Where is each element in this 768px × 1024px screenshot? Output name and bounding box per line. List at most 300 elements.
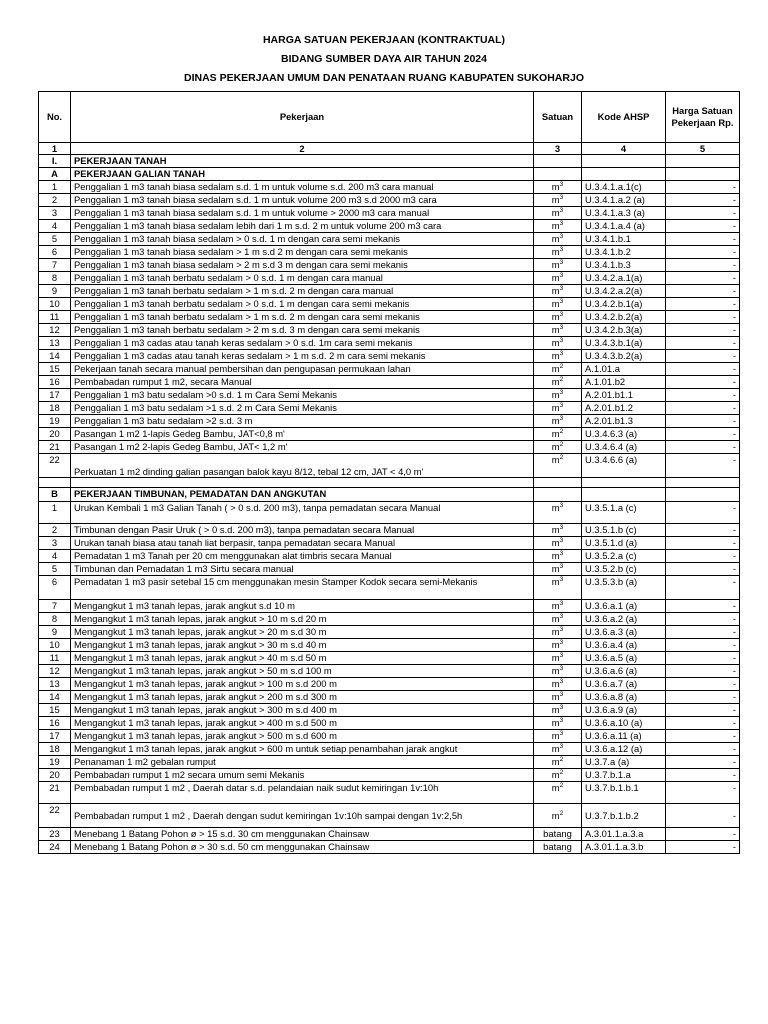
row-satuan: [534, 550, 582, 563]
unit-text: m: [551, 524, 560, 535]
unit-text: m: [551, 502, 560, 513]
colnum-3: 3: [534, 143, 582, 155]
unit-text: m: [551, 350, 560, 361]
row-kode-ahsp: A.2.01.b1.1: [582, 389, 666, 402]
table-row: [39, 626, 740, 639]
row-description: Pemadatan 1 m3 pasir setebal 15 cm menggunakan mesin Stamper Kodok secara semi-Mekanis: [71, 576, 534, 600]
unit-text: m: [551, 454, 560, 465]
row-harga: -: [666, 337, 740, 350]
unit-exponent: 3: [559, 717, 564, 724]
row-description: Pekerjaan tanah secara manual pembersihan dan pengupasan permukaan lahan: [71, 363, 534, 376]
row-satuan: [534, 376, 582, 389]
table-row: [39, 428, 740, 441]
row-harga: -: [666, 691, 740, 704]
row-description: Penggalian 1 m3 tanah berbatu sedalam > 0 s.d. 1 m dengan cara manual: [71, 272, 534, 285]
unit-text: m: [551, 376, 560, 387]
row-kode-ahsp: U.3.4.2.a.2(a): [582, 285, 666, 298]
row-description: Penggalian 1 m3 tanah berbatu sedalam > 1 m s.d. 2 m dengan cara manual: [71, 285, 534, 298]
row-satuan: [534, 337, 582, 350]
row-description: Mengangkut 1 m3 tanah lepas, jarak angkut > 200 m s.d 300 m: [71, 691, 534, 704]
colnum-1: 1: [39, 143, 71, 155]
table-row: [39, 441, 740, 454]
row-description: Timbunan dengan Pasir Uruk ( > 0 s.d. 200 m3), tanpa pemadatan secara Manual: [71, 524, 534, 537]
table-row: [39, 717, 740, 730]
row-harga: -: [666, 376, 740, 389]
title-line-2: BIDANG SUMBER DAYA AIR TAHUN 2024: [281, 53, 487, 65]
row-number: 9: [39, 285, 71, 298]
empty-cell: [534, 488, 582, 502]
header-row: [39, 92, 740, 143]
unit-text: m: [551, 363, 560, 374]
row-satuan: [534, 828, 582, 841]
row-kode-ahsp: U.3.4.2.b.3(a): [582, 324, 666, 337]
row-harga: -: [666, 207, 740, 220]
table-row: [39, 652, 740, 665]
empty-cell: [534, 168, 582, 181]
row-kode-ahsp: U.3.4.3.b.1(a): [582, 337, 666, 350]
unit-exponent: 3: [559, 298, 564, 305]
row-number: 15: [39, 704, 71, 717]
row-harga: -: [666, 717, 740, 730]
section-title: PEKERJAAN TIMBUNAN, PEMADATAN DAN ANGKUTAN: [71, 488, 534, 502]
unit-exponent: 2: [559, 441, 564, 448]
title-line-3: DINAS PEKERJAAN UMUM DAN PENATAAN RUANG KABUPATEN SUKOHARJO: [184, 72, 584, 84]
row-satuan: [534, 233, 582, 246]
row-harga: -: [666, 652, 740, 665]
row-description: Penggalian 1 m3 tanah berbatu sedalam > 2 m s.d. 3 m dengan cara semi mekanis: [71, 324, 534, 337]
blank-row: [39, 478, 740, 488]
table-row: [39, 350, 740, 363]
table-row: [39, 389, 740, 402]
unit-exponent: 3: [559, 626, 564, 633]
row-kode-ahsp: U.3.4.1.a.2 (a): [582, 194, 666, 207]
row-kode-ahsp: U.3.6.a.3 (a): [582, 626, 666, 639]
unit-text: m: [551, 717, 560, 728]
row-kode-ahsp: A.2.01.b1.2: [582, 402, 666, 415]
row-description: Timbunan dan Pemadatan 1 m3 Sirtu secara manual: [71, 563, 534, 576]
row-number: 11: [39, 652, 71, 665]
row-description: Mengangkut 1 m3 tanah lepas, jarak angkut > 500 m s.d 600 m: [71, 730, 534, 743]
row-satuan: [534, 537, 582, 550]
unit-text: m: [551, 428, 560, 439]
row-kode-ahsp: U.3.4.1.b.3: [582, 259, 666, 272]
unit-text: m: [551, 769, 560, 780]
row-kode-ahsp: U.3.6.a.1 (a): [582, 600, 666, 613]
unit-text: m: [551, 298, 560, 309]
row-satuan: [534, 717, 582, 730]
unit-text: m: [551, 441, 560, 452]
row-description: Penggalian 1 m3 batu sedalam >1 s.d. 2 m Cara Semi Mekanis: [71, 402, 534, 415]
unit-text: m: [551, 537, 560, 548]
empty-cell: [582, 488, 666, 502]
table-row: [39, 524, 740, 537]
row-kode-ahsp: A.1.01.a: [582, 363, 666, 376]
section-number: B: [39, 488, 71, 502]
row-number: 13: [39, 337, 71, 350]
row-kode-ahsp: A.3.01.1.a.3.b: [582, 841, 666, 854]
row-number: 10: [39, 298, 71, 311]
unit-exponent: 3: [559, 220, 564, 227]
row-satuan: [534, 350, 582, 363]
empty-cell: [534, 155, 582, 168]
row-harga: -: [666, 415, 740, 428]
row-satuan: [534, 626, 582, 639]
unit-text: m: [551, 181, 560, 192]
row-description: Mengangkut 1 m3 tanah lepas, jarak angkut > 50 m s.d 100 m: [71, 665, 534, 678]
table-row: [39, 285, 740, 298]
row-number: 1: [39, 181, 71, 194]
row-description: Mengangkut 1 m3 tanah lepas, jarak angkut > 300 m s.d 400 m: [71, 704, 534, 717]
row-satuan: [534, 220, 582, 233]
table-row: [39, 782, 740, 804]
row-number: 20: [39, 769, 71, 782]
empty-cell: [582, 155, 666, 168]
unit-exponent: 3: [559, 550, 564, 557]
row-harga: -: [666, 181, 740, 194]
row-kode-ahsp: U.3.6.a.8 (a): [582, 691, 666, 704]
row-number: 9: [39, 626, 71, 639]
row-description: Pasangan 1 m2 2-lapis Gedeg Bambu, JAT< 1,2 m': [71, 441, 534, 454]
row-description: Pembabadan rumput 1 m2 secara umum semi Mekanis: [71, 769, 534, 782]
table-row: [39, 220, 740, 233]
row-satuan: [534, 704, 582, 717]
row-description: Penggalian 1 m3 tanah biasa sedalam > 2 m s.d 3 m dengan cara semi mekanis: [71, 259, 534, 272]
title-line-1: HARGA SATUAN PEKERJAAN (KONTRAKTUAL): [262, 34, 506, 46]
row-number: 6: [39, 246, 71, 259]
row-number: 5: [39, 563, 71, 576]
row-satuan: [534, 285, 582, 298]
table-row: [39, 272, 740, 285]
row-satuan: [534, 576, 582, 600]
row-number: 24: [39, 841, 71, 854]
unit-text: m: [551, 563, 560, 574]
unit-text: m: [551, 337, 560, 348]
empty-cell: [534, 478, 582, 488]
section-number: A: [39, 168, 71, 181]
row-kode-ahsp: U.3.4.1.a.1(c): [582, 181, 666, 194]
header-kode: Kode AHSP: [582, 92, 666, 143]
row-kode-ahsp: U.3.5.1.a (c): [582, 502, 666, 524]
row-harga: -: [666, 769, 740, 782]
unit-text: m: [551, 576, 560, 587]
row-description: Perkuatan 1 m2 dinding galian pasangan balok kayu 8/12, tebal 12 cm, JAT < 4,0 m': [71, 454, 534, 478]
row-kode-ahsp: U.3.7.b.1.b.2: [582, 804, 666, 828]
unit-text: m: [551, 678, 560, 689]
unit-exponent: 3: [559, 337, 564, 344]
section-row: [39, 155, 740, 168]
row-satuan: [534, 428, 582, 441]
empty-cell: [39, 478, 71, 488]
table-row: [39, 415, 740, 428]
row-harga: -: [666, 272, 740, 285]
colnum-5: 5: [666, 143, 740, 155]
row-kode-ahsp: U.3.5.1.d (a): [582, 537, 666, 550]
table-row: [39, 454, 740, 478]
row-number: 10: [39, 639, 71, 652]
row-number: 5: [39, 233, 71, 246]
row-description: Penggalian 1 m3 cadas atau tanah keras sedalam > 1 m s.d. 2 m cara semi mekanis: [71, 350, 534, 363]
unit-exponent: 3: [559, 285, 564, 292]
table-row: [39, 181, 740, 194]
unit-text: m: [551, 639, 560, 650]
unit-exponent: 3: [559, 272, 564, 279]
unit-exponent: 3: [559, 563, 564, 570]
row-satuan: [534, 782, 582, 804]
unit-exponent: 2: [559, 454, 564, 461]
unit-text: m: [551, 665, 560, 676]
row-harga: -: [666, 678, 740, 691]
row-harga: -: [666, 576, 740, 600]
row-number: 22: [39, 454, 71, 478]
row-satuan: [534, 324, 582, 337]
unit-text: m: [551, 311, 560, 322]
row-number: 22: [39, 804, 71, 828]
row-harga: -: [666, 220, 740, 233]
unit-exponent: 3: [559, 691, 564, 698]
row-number: 7: [39, 259, 71, 272]
unit-exponent: 3: [559, 311, 564, 318]
row-satuan: [534, 691, 582, 704]
table-row: [39, 769, 740, 782]
row-number: 18: [39, 743, 71, 756]
table-row: [39, 704, 740, 717]
row-description: Penggalian 1 m3 batu sedalam >2 s.d. 3 m: [71, 415, 534, 428]
row-number: 3: [39, 207, 71, 220]
row-harga: -: [666, 639, 740, 652]
row-description: Urukan tanah biasa atau tanah liat berpasir, tanpa pemadatan secara Manual: [71, 537, 534, 550]
row-number: 17: [39, 730, 71, 743]
row-kode-ahsp: U.3.7.b.1.a: [582, 769, 666, 782]
row-number: 15: [39, 363, 71, 376]
unit-text: m: [551, 810, 560, 821]
row-satuan: [534, 389, 582, 402]
row-satuan: [534, 181, 582, 194]
row-harga: -: [666, 428, 740, 441]
row-kode-ahsp: A.1.01.b2: [582, 376, 666, 389]
row-kode-ahsp: U.3.6.a.12 (a): [582, 743, 666, 756]
row-description: Mengangkut 1 m3 tanah lepas, jarak angkut > 30 m s.d 40 m: [71, 639, 534, 652]
row-description: Penggalian 1 m3 tanah biasa sedalam s.d. 1 m untuk volume s.d. 200 m3 cara manual: [71, 181, 534, 194]
unit-text: batang: [543, 841, 572, 852]
row-kode-ahsp: U.3.4.1.a.4 (a): [582, 220, 666, 233]
colnum-2: 2: [71, 143, 534, 155]
row-kode-ahsp: U.3.6.a.5 (a): [582, 652, 666, 665]
row-satuan: [534, 502, 582, 524]
row-satuan: [534, 665, 582, 678]
unit-exponent: 3: [559, 246, 564, 253]
row-number: 19: [39, 756, 71, 769]
unit-text: m: [551, 782, 560, 793]
row-satuan: [534, 652, 582, 665]
unit-exponent: 3: [559, 600, 564, 607]
row-harga: -: [666, 454, 740, 478]
row-kode-ahsp: U.3.4.2.a.1(a): [582, 272, 666, 285]
row-kode-ahsp: U.3.5.3.b (a): [582, 576, 666, 600]
row-number: 8: [39, 272, 71, 285]
colnum-4: 4: [582, 143, 666, 155]
row-number: 11: [39, 311, 71, 324]
unit-text: m: [551, 259, 560, 270]
unit-exponent: 3: [559, 613, 564, 620]
unit-exponent: 3: [559, 730, 564, 737]
row-satuan: [534, 207, 582, 220]
table-row: [39, 563, 740, 576]
row-satuan: [534, 441, 582, 454]
row-harga: -: [666, 756, 740, 769]
unit-exponent: 3: [559, 181, 564, 188]
row-harga: -: [666, 743, 740, 756]
unit-text: m: [551, 626, 560, 637]
row-description: Penggalian 1 m3 batu sedalam >0 s.d. 1 m Cara Semi Mekanis: [71, 389, 534, 402]
row-kode-ahsp: U.3.7.a (a): [582, 756, 666, 769]
unit-exponent: 2: [559, 769, 564, 776]
empty-cell: [71, 478, 534, 488]
unit-exponent: 3: [559, 324, 564, 331]
unit-exponent: 3: [559, 639, 564, 646]
row-satuan: [534, 402, 582, 415]
row-harga: -: [666, 563, 740, 576]
row-description: Mengangkut 1 m3 tanah lepas, jarak angkut > 10 m s.d 20 m: [71, 613, 534, 626]
header-no: No.: [39, 92, 71, 143]
unit-exponent: 3: [559, 524, 564, 531]
row-harga: -: [666, 626, 740, 639]
row-number: 2: [39, 524, 71, 537]
row-harga: -: [666, 402, 740, 415]
table-row: [39, 613, 740, 626]
table-row: [39, 324, 740, 337]
row-description: Menebang 1 Batang Pohon ø > 30 s.d. 50 cm menggunakan Chainsaw: [71, 841, 534, 854]
section-number: I.: [39, 155, 71, 168]
unit-text: m: [551, 550, 560, 561]
row-harga: -: [666, 259, 740, 272]
row-kode-ahsp: U.3.7.b.1.b.1: [582, 782, 666, 804]
row-kode-ahsp: U.3.5.2.a (c): [582, 550, 666, 563]
row-description: Pembabadan rumput 1 m2 , Daerah datar s.d. pelandaian naik sudut kemiringan 1v:10h: [71, 782, 534, 804]
row-harga: -: [666, 730, 740, 743]
unit-exponent: 3: [559, 259, 564, 266]
row-kode-ahsp: A.2.01.b1.3: [582, 415, 666, 428]
row-harga: -: [666, 441, 740, 454]
unit-exponent: 3: [559, 233, 564, 240]
unit-text: m: [551, 389, 560, 400]
table-body: [39, 155, 740, 854]
table-row: [39, 665, 740, 678]
unit-text: m: [551, 402, 560, 413]
row-satuan: [534, 678, 582, 691]
row-kode-ahsp: U.3.6.a.11 (a): [582, 730, 666, 743]
row-satuan: [534, 769, 582, 782]
table-row: [39, 298, 740, 311]
row-satuan: [534, 524, 582, 537]
row-number: 2: [39, 194, 71, 207]
row-harga: -: [666, 502, 740, 524]
unit-text: m: [551, 194, 560, 205]
unit-exponent: 3: [559, 743, 564, 750]
table-row: [39, 207, 740, 220]
section-title: PEKERJAAN GALIAN TANAH: [71, 168, 534, 181]
table-row: [39, 600, 740, 613]
row-harga: -: [666, 550, 740, 563]
row-kode-ahsp: A.3.01.1.a.3.a: [582, 828, 666, 841]
unit-exponent: 2: [559, 810, 564, 817]
row-harga: -: [666, 804, 740, 828]
row-satuan: [534, 311, 582, 324]
row-satuan: [534, 272, 582, 285]
unit-text: m: [551, 272, 560, 283]
table-row: [39, 756, 740, 769]
row-number: 1: [39, 502, 71, 524]
row-kode-ahsp: U.3.6.a.10 (a): [582, 717, 666, 730]
unit-exponent: 3: [559, 207, 564, 214]
unit-text: m: [551, 324, 560, 335]
table-row: [39, 828, 740, 841]
unit-exponent: 3: [559, 704, 564, 711]
table-row: [39, 804, 740, 828]
row-satuan: [534, 454, 582, 478]
row-harga: -: [666, 600, 740, 613]
row-satuan: [534, 563, 582, 576]
row-kode-ahsp: U.3.4.6.3 (a): [582, 428, 666, 441]
row-harga: -: [666, 537, 740, 550]
row-description: Pembabadan rumput 1 m2 , Daerah dengan sudut kemiringan 1v:10h sampai dengan 1v:2,5h: [71, 804, 534, 828]
unit-exponent: 3: [559, 665, 564, 672]
row-number: 6: [39, 576, 71, 600]
unit-text: m: [551, 756, 560, 767]
row-kode-ahsp: U.3.6.a.9 (a): [582, 704, 666, 717]
row-kode-ahsp: U.3.4.6.6 (a): [582, 454, 666, 478]
empty-cell: [582, 478, 666, 488]
table-row: [39, 730, 740, 743]
unit-exponent: 2: [559, 428, 564, 435]
table-row: [39, 691, 740, 704]
row-satuan: [534, 613, 582, 626]
row-number: 12: [39, 665, 71, 678]
row-harga: -: [666, 704, 740, 717]
row-description: Mengangkut 1 m3 tanah lepas, jarak angkut > 20 m s.d 30 m: [71, 626, 534, 639]
row-harga: -: [666, 324, 740, 337]
unit-exponent: 3: [559, 350, 564, 357]
table-row: [39, 639, 740, 652]
row-number: 7: [39, 600, 71, 613]
row-harga: -: [666, 194, 740, 207]
column-number-row: [39, 143, 740, 155]
row-description: Penggalian 1 m3 tanah biasa sedalam s.d. 1 m untuk volume 200 m3 s.d 2000 m3 cara: [71, 194, 534, 207]
table-row: [39, 841, 740, 854]
row-harga: -: [666, 298, 740, 311]
unit-text: m: [551, 704, 560, 715]
table-row: [39, 363, 740, 376]
unit-exponent: 3: [559, 652, 564, 659]
table-row: [39, 337, 740, 350]
row-description: Pasangan 1 m2 1-lapis Gedeg Bambu, JAT<0,8 m': [71, 428, 534, 441]
row-harga: -: [666, 285, 740, 298]
row-description: Urukan Kembali 1 m3 Galian Tanah ( > 0 s.d. 200 m3), tanpa pemadatan secara Manual: [71, 502, 534, 524]
row-description: Mengangkut 1 m3 tanah lepas, jarak angkut > 400 m s.d 500 m: [71, 717, 534, 730]
unit-exponent: 3: [559, 537, 564, 544]
row-satuan: [534, 639, 582, 652]
row-harga: -: [666, 233, 740, 246]
row-harga: -: [666, 828, 740, 841]
unit-text: m: [551, 743, 560, 754]
empty-cell: [582, 168, 666, 181]
row-harga: -: [666, 246, 740, 259]
table-row: [39, 550, 740, 563]
table-row: [39, 376, 740, 389]
unit-text: batang: [543, 828, 572, 839]
table-row: [39, 502, 740, 524]
table-row: [39, 233, 740, 246]
unit-text: m: [551, 652, 560, 663]
